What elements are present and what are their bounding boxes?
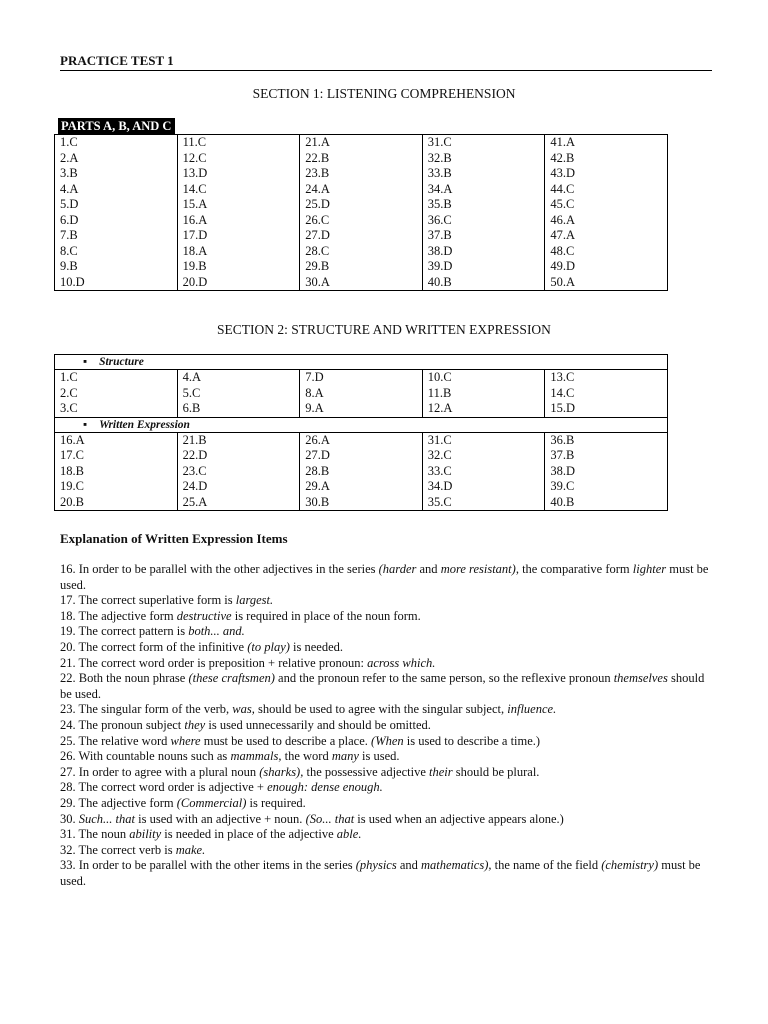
answer-cell: 34.D (427, 479, 453, 493)
answer-cell: 1.C (60, 370, 78, 384)
explanation-text: should be used. (60, 671, 705, 701)
answer-cell: 6.D (60, 212, 79, 227)
answer-column (177, 370, 300, 418)
answer-cell: 23.B (305, 166, 330, 180)
answer-cell: 35.B (427, 197, 452, 211)
explanation-emphasis: enough: dense enough. (267, 780, 383, 795)
explanation-emphasis: mathematics), (421, 858, 492, 873)
answer-cell: 15.A (182, 197, 208, 211)
answer-cell: 6.B (182, 401, 201, 415)
explanation-text: 29. The adjective form (60, 795, 177, 810)
answer-cell: 8.A (305, 385, 324, 400)
answer-cell: 17.D (182, 228, 208, 242)
answer-cell: 12.A (427, 401, 453, 415)
explanation-text: 28. The correct word order is adjective + (60, 780, 268, 795)
explanation-item (60, 656, 712, 672)
explanation-text: is required in place of the noun form. (231, 608, 421, 623)
explanation-text: is needed in place of the adjective (161, 827, 337, 842)
explanation-text: is required. (246, 795, 306, 810)
explanation-text: the possessive adjective (303, 764, 430, 779)
answer-cell: 4.A (60, 181, 79, 196)
answer-cell: 10.D (60, 274, 85, 289)
answer-cell: 18.B (60, 463, 84, 478)
explanation-emphasis: (sharks), (259, 764, 304, 779)
explanation-emphasis: (Commercial) (176, 795, 247, 810)
answer-cell: 3.C (60, 401, 78, 415)
explanation-item (60, 671, 712, 702)
answer-cell: 38.D (427, 243, 453, 258)
explanation-emphasis: both... and. (188, 624, 245, 639)
explanation-emphasis: able. (336, 827, 362, 842)
answer-column (422, 432, 545, 511)
explanation-text: 19. The correct pattern is (60, 624, 189, 639)
table-row (55, 370, 668, 418)
answer-cell: 49.D (550, 259, 576, 273)
answer-cell: 31.C (427, 432, 452, 447)
explanation-text: is used to describe a time.) (403, 733, 541, 748)
listening-answer-table (54, 134, 668, 291)
answer-cell: 26.C (305, 212, 330, 227)
explanation-text: 26. With countable nouns such as (60, 749, 231, 764)
answer-cell: 1.C (60, 135, 78, 149)
answer-cell: 14.C (182, 181, 207, 196)
answer-cell: 28.C (305, 243, 330, 258)
answer-cell: 25.D (305, 197, 330, 211)
section2-heading: SECTION 2: STRUCTURE AND WRITTEN EXPRESSION (217, 322, 551, 337)
answer-column (177, 135, 300, 291)
table-row (55, 432, 668, 511)
explanation-item (60, 812, 712, 828)
explanation-emphasis: (these craftsmen) (188, 671, 275, 686)
explanation-item (60, 624, 712, 640)
explanation-emphasis: more resistant) (440, 562, 516, 576)
explanation-emphasis: lighter (632, 562, 667, 576)
answer-cell: 30.A (305, 274, 330, 289)
answer-cell: 7.B (60, 228, 78, 242)
answer-cell: 48.C (550, 243, 575, 258)
explanation-emphasis: destructive (176, 608, 232, 623)
answer-cell: 31.C (427, 135, 452, 149)
answer-cell: 42.B (550, 150, 575, 165)
explanation-emphasis: (So... that (305, 811, 355, 826)
answer-cell: 18.A (182, 243, 208, 258)
bullet-icon: ▪ (83, 356, 88, 368)
answer-column (545, 135, 668, 291)
answer-cell: 27.D (305, 228, 330, 242)
answer-cell: 2.A (60, 150, 79, 165)
explanation-item (60, 702, 712, 718)
structure-label: Structure (99, 356, 144, 368)
explanation-text: should be plural. (452, 764, 540, 779)
answer-cell: 37.B (550, 448, 575, 462)
title-divider (60, 70, 712, 71)
explanation-text: and (416, 562, 441, 576)
answer-column (55, 135, 178, 291)
answer-cell: 50.A (550, 274, 576, 289)
explanation-emphasis: (harder (378, 562, 417, 576)
answer-cell: 3.B (60, 166, 78, 180)
answer-cell: 16.A (60, 432, 85, 447)
answer-cell: 29.A (305, 479, 330, 493)
answer-cell: 8.C (60, 243, 78, 258)
answer-column (55, 432, 178, 511)
explanation-text: 25. The relative word (60, 733, 171, 748)
explanation-list (60, 562, 712, 889)
explanation-emphasis: influence. (507, 702, 557, 717)
explanation-text: 18. The adjective form (60, 608, 177, 623)
explanation-text: the name of the field (491, 858, 602, 873)
page-title: PRACTICE TEST 1 (60, 53, 174, 68)
answer-cell: 15.D (550, 401, 576, 415)
answer-cell: 27.D (305, 448, 330, 462)
explanation-emphasis: many (331, 749, 359, 764)
answer-cell: 9.A (305, 401, 324, 415)
answer-cell: 20.D (182, 274, 208, 289)
answer-cell: 33.B (427, 166, 452, 180)
explanation-text: is used. (358, 749, 400, 764)
answer-cell: 24.A (305, 181, 330, 196)
answer-column (422, 135, 545, 291)
parts-label: PARTS A, B, AND C (58, 118, 175, 134)
explanation-item (60, 734, 712, 750)
answer-cell: 41.A (550, 135, 576, 149)
explanation-text: is needed. (289, 639, 344, 654)
answer-cell: 24.D (182, 479, 208, 493)
explanation-text: the word (281, 749, 332, 764)
answer-cell: 33.C (427, 463, 452, 478)
explanation-emphasis: (physics (355, 858, 397, 873)
explanation-item (60, 780, 712, 796)
answer-cell: 40.B (550, 494, 575, 509)
answer-column (177, 432, 300, 511)
answer-cell: 45.C (550, 197, 575, 211)
explanation-text: 17. The correct superlative form is (60, 593, 236, 608)
answer-cell: 7.D (305, 370, 324, 384)
explanation-item (60, 858, 712, 889)
explanation-item (60, 640, 712, 656)
answer-column (545, 432, 668, 511)
answer-cell: 5.D (60, 197, 79, 211)
answer-cell: 26.A (305, 432, 330, 447)
explanation-text: 23. The singular form of the verb, (60, 702, 233, 717)
explanation-item (60, 749, 712, 765)
structure-subheading (55, 355, 668, 370)
explanation-text: must be used to describe a place. (200, 733, 372, 748)
explanation-text: 32. The correct verb is (60, 842, 176, 857)
explanation-item (60, 765, 712, 781)
explanation-text: 27. In order to agree with a plural noun (60, 764, 260, 779)
explanation-text: 20. The correct form of the infinitive (60, 639, 248, 654)
explanation-heading: Explanation of Written Expression Items (60, 531, 288, 546)
answer-cell: 11.B (427, 385, 452, 400)
explanation-emphasis: (to play) (247, 639, 290, 654)
answer-cell: 16.A (182, 212, 208, 227)
explanation-text: must be used. (60, 562, 709, 592)
explanation-item (60, 796, 712, 812)
answer-cell: 9.B (60, 259, 78, 273)
explanation-emphasis: largest. (235, 593, 274, 608)
answer-cell: 34.A (427, 181, 453, 196)
written-label: Written Expression (99, 418, 190, 431)
explanation-emphasis: was, (232, 702, 255, 717)
explanation-text: is used with an adjective + noun. (135, 811, 306, 826)
answer-column (545, 370, 668, 418)
answer-cell: 22.B (305, 150, 330, 165)
explanation-item (60, 827, 712, 843)
explanation-text: is used unnecessarily and should be omitted. (205, 717, 431, 732)
answer-cell: 44.C (550, 181, 575, 196)
explanation-text: and (396, 858, 422, 873)
answer-cell: 12.C (182, 150, 207, 165)
explanation-item (60, 593, 712, 609)
written-subheading (55, 417, 668, 432)
explanation-emphasis: Such... that (78, 811, 135, 826)
answer-cell: 22.D (182, 448, 208, 462)
answer-cell: 47.A (550, 228, 576, 242)
explanation-emphasis: they (184, 717, 206, 732)
explanation-emphasis: where (170, 733, 201, 748)
answer-cell: 5.C (182, 385, 201, 400)
answer-cell: 32.C (427, 448, 452, 462)
answer-cell: 2.C (60, 385, 78, 400)
explanation-item (60, 562, 712, 593)
answer-column (300, 432, 423, 511)
answer-cell: 4.A (182, 370, 201, 384)
answer-column (55, 370, 178, 418)
answer-cell: 36.C (427, 212, 452, 227)
structure-answer-table (54, 354, 668, 511)
section1-heading: SECTION 1: LISTENING COMPREHENSION (252, 86, 516, 101)
answer-cell: 21.B (182, 432, 207, 447)
answer-cell: 29.B (305, 259, 330, 273)
answer-cell: 13.C (550, 370, 575, 384)
explanation-text: , the comparative form (515, 562, 633, 576)
explanation-text: should be used to agree with the singular subject, (254, 702, 508, 717)
table-row (55, 355, 668, 370)
answer-cell: 43.D (550, 166, 576, 180)
answer-cell: 21.A (305, 135, 330, 149)
explanation-text: 16. In order to be parallel with the other adjectives in the series (60, 562, 379, 576)
explanation-text: and the pronoun refer to the same person, so the reflexive pronoun (274, 671, 614, 686)
table-row (55, 135, 668, 291)
explanation-emphasis: (When (371, 733, 404, 748)
answer-cell: 38.D (550, 463, 576, 478)
answer-cell: 23.C (182, 463, 207, 478)
answer-cell: 37.B (427, 228, 452, 242)
answer-cell: 14.C (550, 385, 575, 400)
explanation-text: must be used. (60, 858, 701, 888)
answer-cell: 39.C (550, 479, 575, 493)
answer-cell: 28.B (305, 463, 330, 478)
answer-cell: 30.B (305, 494, 330, 509)
answer-column (300, 370, 423, 418)
explanation-emphasis: across which. (367, 655, 436, 670)
answer-cell: 32.B (427, 150, 452, 165)
explanation-text: 24. The pronoun subject (60, 717, 185, 732)
explanation-text: 22. Both the noun phrase (60, 671, 189, 686)
answer-cell: 20.B (60, 494, 84, 509)
answer-column (300, 135, 423, 291)
explanation-item (60, 718, 712, 734)
explanation-emphasis: make. (175, 842, 206, 857)
answer-cell: 19.B (182, 259, 207, 273)
answer-cell: 17.C (60, 448, 84, 462)
explanation-text: 31. The noun (60, 827, 130, 842)
answer-cell: 46.A (550, 212, 576, 227)
explanation-item (60, 609, 712, 625)
answer-cell: 13.D (182, 166, 208, 180)
answer-cell: 40.B (427, 274, 452, 289)
answer-cell: 19.C (60, 479, 84, 493)
answer-cell: 25.A (182, 494, 208, 509)
answer-cell: 36.B (550, 432, 575, 447)
explanation-item (60, 843, 712, 859)
answer-cell: 10.C (427, 370, 452, 384)
answer-column (422, 370, 545, 418)
answer-cell: 35.C (427, 494, 452, 509)
explanation-text: 33. In order to be parallel with the other items in the series (60, 858, 356, 873)
explanation-text: 21. The correct word order is preposition + relative pronoun: (60, 655, 368, 670)
bullet-icon: ▪ (83, 418, 88, 431)
explanation-emphasis: themselves (613, 671, 668, 686)
table-row (55, 417, 668, 432)
answer-cell: 39.D (427, 259, 453, 273)
explanation-emphasis: ability (129, 827, 162, 842)
explanation-emphasis: (chemistry) (601, 858, 659, 873)
explanation-text: 30. (60, 811, 79, 826)
explanation-text: is used when an adjective appears alone.) (354, 811, 564, 826)
answer-cell: 11.C (182, 135, 207, 149)
explanation-emphasis: their (429, 764, 453, 779)
explanation-emphasis: mammals, (230, 749, 282, 764)
